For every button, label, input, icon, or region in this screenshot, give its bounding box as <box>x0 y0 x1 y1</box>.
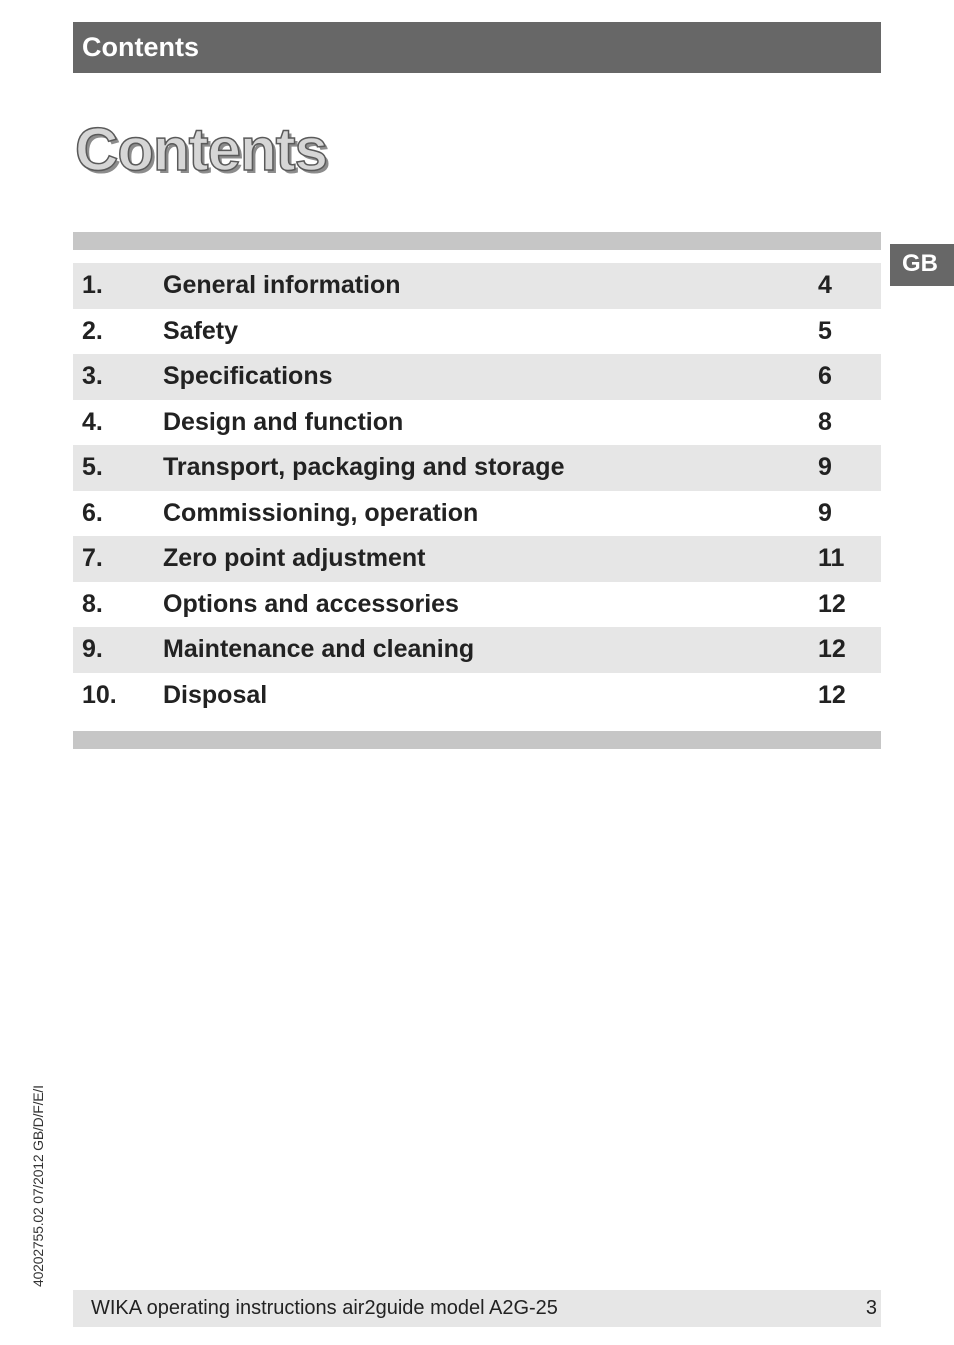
header-bar <box>73 22 881 73</box>
toc-page: 9 <box>818 498 832 527</box>
toc-number: 3. <box>82 362 103 390</box>
toc-number: 1. <box>82 271 103 299</box>
toc-page: 8 <box>818 407 832 436</box>
toc-page: 12 <box>818 680 846 709</box>
toc-row[interactable] <box>73 536 881 582</box>
toc-row[interactable] <box>73 354 881 400</box>
toc-title: Disposal <box>163 680 268 709</box>
page-title: Contents <box>75 116 327 183</box>
toc-number: 10. <box>82 680 117 709</box>
toc-title: General information <box>163 271 401 299</box>
toc-bottom-divider <box>73 731 881 749</box>
toc-row[interactable] <box>73 491 881 537</box>
toc-row[interactable] <box>73 445 881 491</box>
toc-page: 9 <box>818 453 832 481</box>
toc-title: Options and accessories <box>163 589 459 618</box>
toc-row[interactable] <box>73 309 881 355</box>
toc-page: 6 <box>818 362 832 390</box>
toc-title: Safety <box>163 316 239 345</box>
toc-row[interactable] <box>73 263 881 309</box>
header-title: Contents <box>82 32 199 62</box>
toc-number: 5. <box>82 453 103 481</box>
toc-page: 12 <box>818 635 846 663</box>
document-code: 40202755.02 07/2012 GB/D/F/E/I <box>30 1085 46 1287</box>
footer-text: WIKA operating instructions air2guide model A2G-25 <box>91 1297 558 1319</box>
toc-row[interactable] <box>73 582 881 628</box>
toc-number: 9. <box>82 635 103 663</box>
table-of-contents <box>73 263 881 718</box>
toc-title: Design and function <box>163 407 404 436</box>
toc-page: 11 <box>818 544 845 572</box>
toc-number: 8. <box>82 589 103 618</box>
toc-page: 12 <box>818 589 846 618</box>
toc-row[interactable] <box>73 400 881 446</box>
toc-number: 2. <box>82 316 103 345</box>
footer-bar <box>73 1290 881 1327</box>
toc-title: Commissioning, operation <box>163 498 479 527</box>
toc-number: 6. <box>82 498 103 527</box>
toc-page: 5 <box>818 316 832 345</box>
toc-number: 7. <box>82 544 103 572</box>
toc-title: Maintenance and cleaning <box>163 635 475 663</box>
toc-title: Specifications <box>163 362 333 390</box>
toc-number: 4. <box>82 407 103 436</box>
toc-title: Transport, packaging and storage <box>163 453 565 481</box>
toc-row[interactable] <box>73 673 881 719</box>
toc-row[interactable] <box>73 627 881 673</box>
page-number: 3 <box>865 1297 877 1319</box>
toc-top-divider <box>73 232 881 250</box>
language-tab[interactable]: GB <box>890 244 954 286</box>
toc-title: Zero point adjustment <box>163 544 426 572</box>
toc-page: 4 <box>818 271 832 299</box>
